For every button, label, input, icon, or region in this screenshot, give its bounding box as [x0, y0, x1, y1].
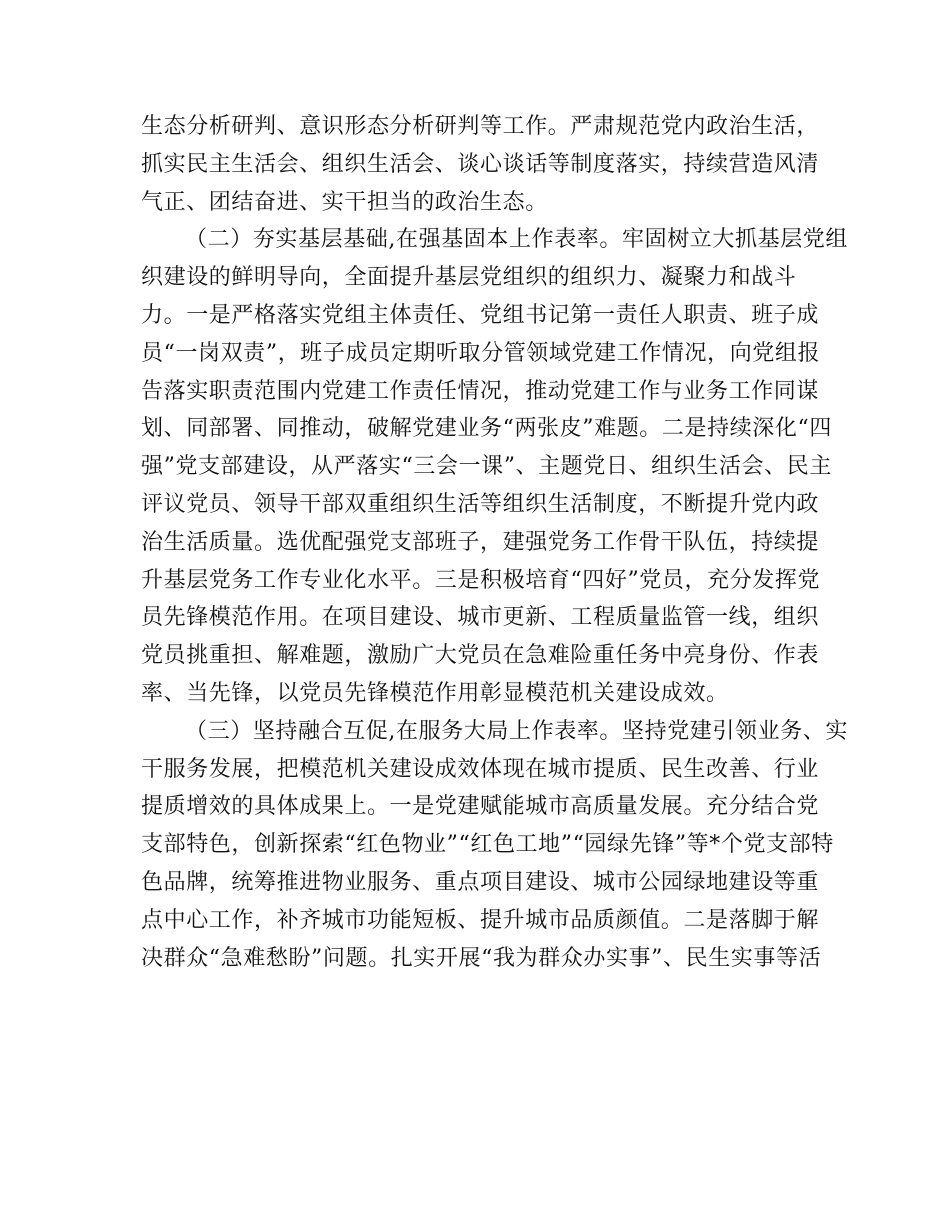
text-line: 决群众“急难愁盼”问题。扎实开展“我为群众办实事”、民生实事等活	[141, 945, 822, 971]
section-heading-line: （三）坚持融合互促,在服务大局上作表率。坚持党建引领业务、实	[185, 718, 848, 744]
text-line: 点中心工作，补齐城市功能短板、提升城市品质颜值。二是落脚于解	[141, 907, 820, 933]
text-line: 支部特色，创新探索“红色物业”“红色工地”“园绿先锋”等*个党支部特	[141, 832, 834, 858]
text-line: 抓实民主生活会、组织生活会、谈心谈话等制度落实，持续营造风清	[141, 151, 820, 177]
text-line: 生态分析研判、意识形态分析研判等工作。严肃规范党内政治生活，	[141, 114, 820, 139]
text-line: 告落实职责范围内党建工作责任情况，推动党建工作与业务工作同谋	[141, 378, 820, 404]
text-line: 员先锋模范作用。在项目建设、城市更新、工程质量监管一线，组织	[141, 605, 820, 631]
text-line: 气正、团结奋进、实干担当的政治生态。	[141, 189, 548, 215]
body-text	[141, 108, 848, 977]
text-line: 党员挑重担、解难题，激励广大党员在急难险重任务中亮身份、作表	[141, 643, 820, 669]
section-heading-line: （二）夯实基层基础,在强基固本上作表率。牢固树立大抓基层党组	[185, 227, 848, 253]
text-line: 力。一是严格落实党组主体责任、党组书记第一责任人职责、班子成	[141, 302, 820, 328]
text-line: 员“一岗双责”，班子成员定期听取分管领域党建工作情况，向党组报	[141, 340, 821, 366]
text-line: 评议党员、领导干部双重组织生活等组织生活制度，不断提升党内政	[141, 491, 820, 517]
text-line: 强”党支部建设，从严落实“三会一课”、主题党日、组织生活会、民主	[141, 454, 832, 480]
text-line: 升基层党务工作专业化水平。三是积极培育“四好”党员，充分发挥党	[141, 567, 821, 593]
text-line: 色品牌，统筹推进物业服务、重点项目建设、城市公园绿地建设等重	[141, 869, 820, 895]
text-line: 率、当先锋，以党员先锋模范作用彰显模范机关建设成效。	[141, 680, 729, 706]
text-line: 提质增效的具体成果上。一是党建赋能城市高质量发展。充分结合党	[141, 794, 820, 820]
text-line: 治生活质量。选优配强党支部班子，建强党务工作骨干队伍，持续提	[141, 529, 820, 555]
text-line: 干服务发展，把模范机关建设成效体现在城市提质、民生改善、行业	[141, 756, 820, 782]
text-line: 划、同部署、同推动，破解党建业务“两张皮”难题。二是持续深化“四	[141, 416, 832, 442]
text-line: 织建设的鲜明导向，全面提升基层党组织的组织力、凝聚力和战斗	[141, 265, 797, 291]
